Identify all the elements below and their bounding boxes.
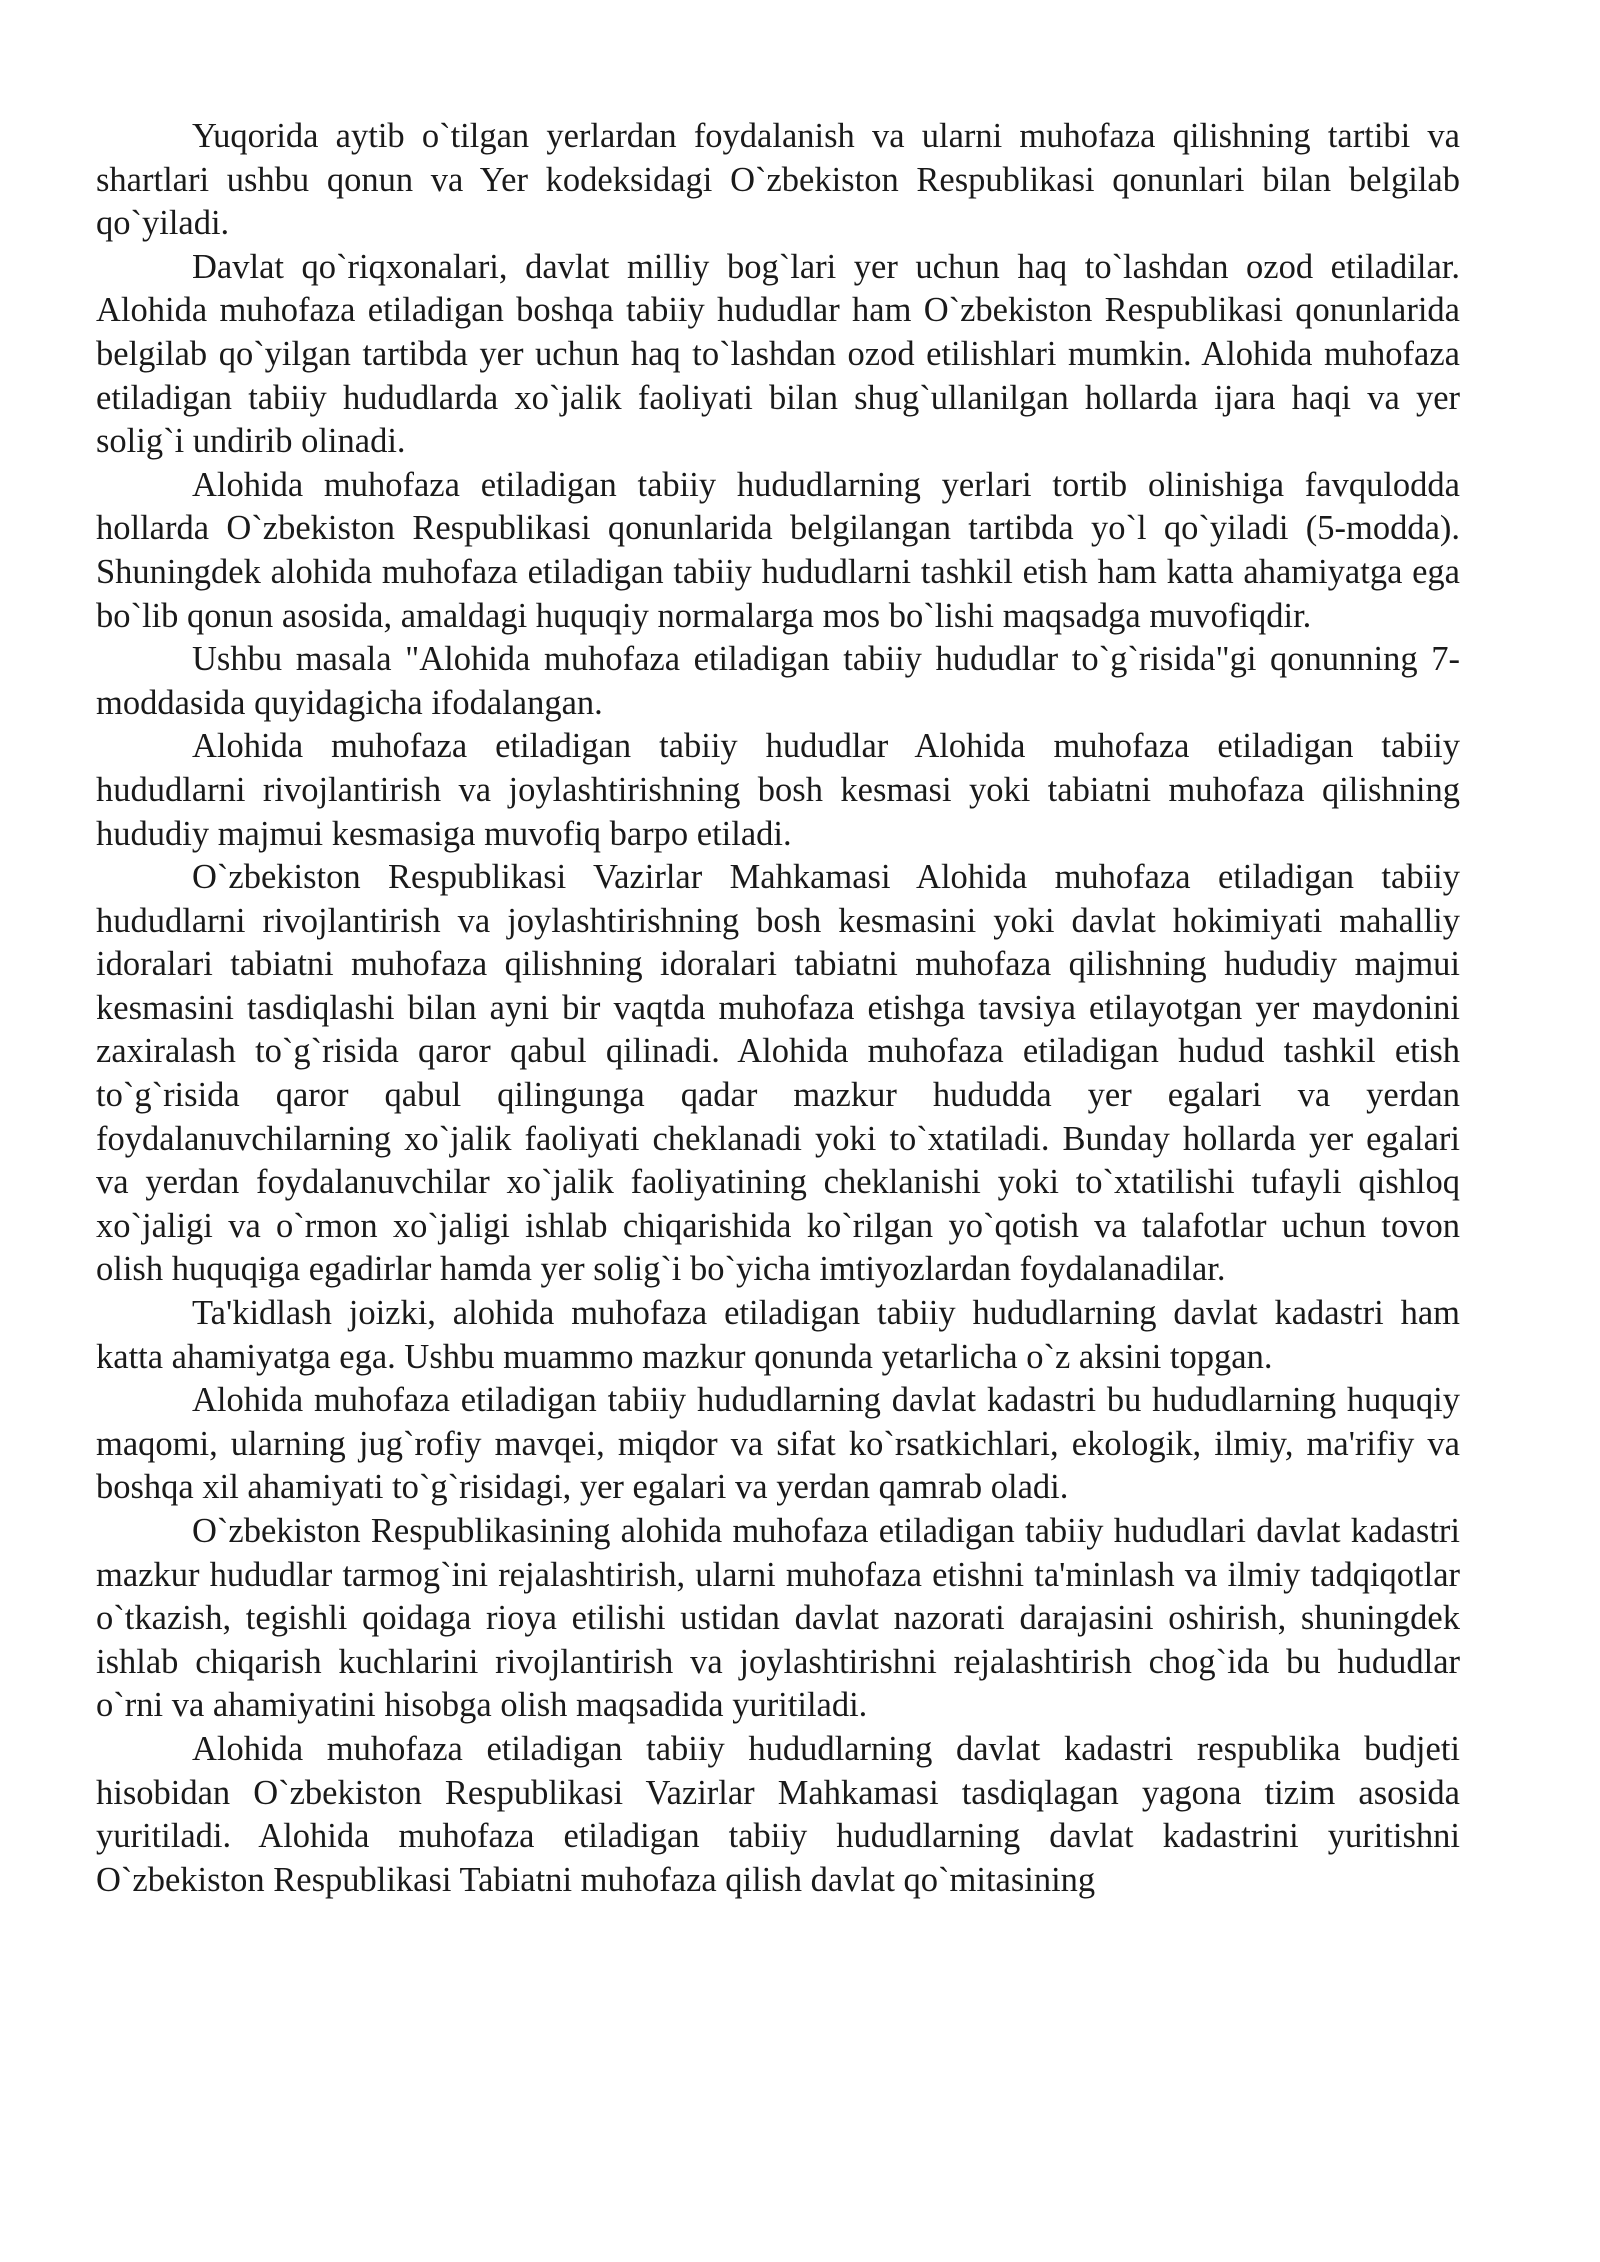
- paragraph-3: Alohida muhofaza etiladigan tabiiy hududlarning yerlari tortib olinishiga favqulodda hollarda O`zbekiston Respublikasi qonunlarida belgilangan tartibda yo`l qo`yiladi (5-modda). Shuningdek alohida muhofaza etiladigan tabiiy hududlarni tashkil etish ham katta ahamiyatga ega bo`lib qonun asosida, amaldagi huquqiy normalarga mos bo`lishi maqsadga muvofiqdir.: [96, 465, 1460, 635]
- paragraph-6: O`zbekiston Respublikasi Vazirlar Mahkamasi Alohida muhofaza etiladigan tabiiy hududlarni rivojlantirish va joylashtirishning bosh kesmasini yoki davlat hokimiyati mahalliy idoralari tabiatni muhofaza qilishning idoralari tabiatni muhofaza qilishning hududiy majmui kesmasini tasdiqlashi bilan ayni bir vaqtda muhofaza etishga tavsiya etilayotgan yer maydonini zaxiralash to`g`risida qaror qabul qilinadi. Alohida muhofaza etiladigan hudud tashkil etish to`g`risida qaror qabul qilingunga qadar mazkur hududda yer egalari va yerdan foydalanuvchilarning xo`jalik faoliyati cheklanadi yoki to`xtatiladi. Bunday hollarda yer egalari va yerdan foydalanuvchilar xo`jalik faoliyatining cheklanishi yoki to`xtatilishi tufayli qishloq xo`jaligi va o`rmon xo`jaligi ishlab chiqarishida ko`rilgan yo`qotish va talafotlar uchun tovon olish huquqiga egadirlar hamda yer solig`i bo`yicha imtiyozlardan foydalanadilar.: [96, 858, 1460, 1289]
- paragraph-2: Davlat qo`riqxonalari, davlat milliy bog`lari yer uchun haq to`lashdan ozod etiladilar. Alohida muhofaza etiladigan boshqa tabiiy hududlar ham O`zbekiston Respublikasi qonunlarida belgilab qo`yilgan tartibda yer uchun haq to`lashdan ozod etilishlari mumkin. Alohida muhofaza etiladigan tabiiy hududlarda xo`jalik faoliyati bilan shug`ullanilgan hollarda ijara haqi va yer solig`i undirib olinadi.: [96, 247, 1460, 461]
- document-page: [96, 115, 1460, 1902]
- paragraph-4: Ushbu masala "Alohida muhofaza etiladigan tabiiy hududlar to`g`risida"gi qonunning 7-moddasida quyidagicha ifodalangan.: [96, 640, 1460, 722]
- paragraph-9: O`zbekiston Respublikasining alohida muhofaza etiladigan tabiiy hududlari davlat kadastri mazkur hududlar tarmog`ini rejalashtirish, ularni muhofaza etishni ta'minlash va ilmiy tadqiqotlar o`tkazish, tegishli qoidaga rioya etilishi ustidan davlat nazorati darajasini oshirish, shuningdek ishlab chiqarish kuchlarini rivojlantirish va joylashtirishni rejalashtirish chog`ida bu hududlar o`rni va ahamiyatini hisobga olish maqsadida yuritiladi.: [96, 1512, 1460, 1725]
- paragraph-8: Alohida muhofaza etiladigan tabiiy hududlarning davlat kadastri bu hududlarning huquqiy maqomi, ularning jug`rofiy mavqei, miqdor va sifat ko`rsatkichlari, ekologik, ilmiy, ma'rifiy va boshqa xil ahamiyati to`g`risidagi, yer egalari va yerdan qamrab oladi.: [96, 1381, 1460, 1507]
- paragraph-10: Alohida muhofaza etiladigan tabiiy hududlarning davlat kadastri respublika budjeti hisobidan O`zbekiston Respublikasi Vazirlar Mahkamasi tasdiqlagan yagona tizim asosida yuritiladi. Alohida muhofaza etiladigan tabiiy hududlarning davlat kadastrini yuritishni O`zbekiston Respublikasi Tabiatni muhofaza qilish davlat qo`mitasining: [96, 1729, 1460, 1899]
- paragraph-7: Ta'kidlash joizki, alohida muhofaza etiladigan tabiiy hududlarning davlat kadastri ham katta ahamiyatga ega. Ushbu muammo mazkur qonunda yetarlicha o`z aksini topgan.: [96, 1294, 1460, 1376]
- paragraph-5: Alohida muhofaza etiladigan tabiiy hududlar Alohida muhofaza etiladigan tabiiy hududlarni rivojlantirish va joylashtirishning bosh kesmasi yoki tabiatni muhofaza qilishning hududiy majmui kesmasiga muvofiq barpo etiladi.: [96, 727, 1460, 853]
- paragraph-1: Yuqorida aytib o`tilgan yerlardan foydalanish va ularni muhofaza qilishning tartibi va shartlari ushbu qonun va Yer kodeksidagi O`zbekiston Respublikasi qonunlari bilan belgilab qo`yiladi.: [96, 117, 1460, 243]
